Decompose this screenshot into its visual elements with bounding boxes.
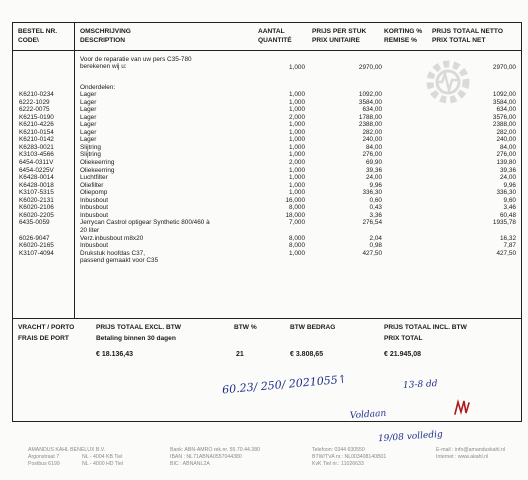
- item-unit-price: 282,00: [362, 128, 382, 136]
- item-quantity: 8,000: [289, 204, 305, 212]
- item-total: 3576,00: [492, 113, 516, 121]
- item-quantity: 7,000: [289, 219, 305, 227]
- item-quantity: 1,000: [289, 189, 305, 197]
- item-total: 3584,00: [492, 98, 516, 106]
- item-description: Luchtfilter: [80, 174, 108, 182]
- item-description: Oliepomp: [80, 189, 108, 197]
- item-description: Oliekeerring: [80, 166, 115, 174]
- item-quantity: 16,000: [285, 196, 305, 204]
- item-total: 139,80: [496, 159, 516, 166]
- item-description: Lager: [80, 98, 97, 106]
- handwritten-date: 13-8 dd: [402, 379, 438, 391]
- item-total: 427,50: [496, 249, 516, 257]
- item-unit-price: 84,00: [366, 143, 382, 151]
- intro-row: [0, 64, 528, 72]
- item-quantity: 2,000: [289, 159, 305, 166]
- item-quantity: 1,000: [289, 151, 305, 159]
- item-code: K6210-0234: [19, 91, 54, 98]
- item-description: Verz.inbusbout m8x20: [80, 234, 144, 242]
- item-code: 6435-0059: [19, 219, 50, 227]
- item-description-continued: 20 liter: [80, 226, 100, 234]
- item-unit-price: 0,43: [369, 204, 382, 212]
- footer-company: AMANDUS KAHL BENELUX B.V. Argonstraat 7 Postbus 6199: [28, 447, 106, 467]
- payment-terms: Betaling binnen 30 dagen: [96, 335, 176, 342]
- intro-qty: 1,000: [289, 64, 305, 71]
- item-quantity: 1,000: [289, 166, 305, 174]
- total-incl-label-fr: PRIX TOTAL: [384, 335, 423, 342]
- item-description: Oliekeerring: [80, 159, 115, 166]
- item-unit-price: 39,36: [366, 166, 382, 174]
- item-total: 24,00: [500, 174, 516, 182]
- item-total: 7,87: [503, 242, 516, 249]
- item-description: Inbusbout: [80, 196, 109, 204]
- item-code: K3107-5315: [19, 189, 54, 197]
- item-code: 6222-1029: [19, 98, 50, 106]
- footer-phone: Telefoon: 0344 630550 BTW/TVA nr.: NL003408140B01 KvK Tiel nr.: 11026633: [312, 447, 387, 467]
- handwritten-reference: 60.23/ 250/ 2021055↑: [221, 372, 348, 397]
- freight-label-fr: FRAIS DE PORT: [18, 335, 69, 342]
- item-code: K6020-2106: [19, 204, 54, 212]
- btw-amount-label: BTW BEDRAG: [290, 324, 336, 331]
- header-code: BESTEL NR. CODE\: [18, 28, 58, 44]
- item-code: 6222-0075: [19, 106, 50, 114]
- item-code: K6210-0142: [19, 136, 54, 144]
- item-description: Inbusbout: [80, 242, 109, 249]
- item-code: 6026-9047: [19, 234, 50, 242]
- item-total: 240,00: [496, 136, 516, 144]
- intro-total: 2970,00: [492, 64, 516, 71]
- footer-web: E-mail : info@amanduskahl.nl Internet : www.akahl.nl: [436, 447, 505, 460]
- footer-bank: Bank: ABN-AMRO rek.nr. 55.70.44.380 IBAN : NL71ABNA0557044380 BIC : ABNANL2A: [170, 447, 260, 467]
- item-description: Drukstuk hoofdas C37,: [80, 249, 146, 257]
- item-code: 6454-0311V: [19, 159, 54, 166]
- item-unit-price: 0,60: [369, 196, 382, 204]
- item-unit-price: 0,98: [369, 242, 382, 249]
- item-code: K3107-4094: [19, 249, 54, 257]
- header-discount: KORTING % REMISE %: [384, 28, 423, 44]
- item-description: Inbusbout: [80, 204, 109, 212]
- item-description: Lager: [80, 106, 97, 114]
- item-total: 9,96: [503, 181, 516, 189]
- item-total: 16,32: [500, 234, 516, 242]
- item-description-continued: passend gemaakt voor C35: [80, 257, 159, 265]
- total-excl-value: € 18.136,43: [96, 351, 133, 358]
- line-item-continuation: [0, 257, 528, 265]
- item-description: Jerrycan Castrol optigear Synthetic 800/460 à: [80, 219, 210, 227]
- item-total: 9,60: [503, 196, 516, 204]
- btw-percent-label: BTW %: [234, 324, 257, 331]
- item-description: Lager: [80, 121, 97, 129]
- item-total: 634,00: [496, 106, 516, 114]
- item-description: Oliefilter: [80, 181, 104, 189]
- btw-amount-value: € 3.808,65: [290, 351, 324, 358]
- total-incl-value: € 21.945,08: [384, 351, 421, 358]
- item-quantity: 1,000: [289, 143, 305, 151]
- item-unit-price: 240,00: [362, 136, 382, 144]
- item-unit-price: 3,36: [369, 211, 382, 219]
- header-total-net: PRIJS TOTAAL NETTO PRIX TOTAL NET: [432, 28, 503, 44]
- item-quantity: 1,000: [289, 181, 305, 189]
- item-code: 6454-0225V: [19, 166, 54, 174]
- item-unit-price: 2388,00: [358, 121, 382, 129]
- item-code: K6020-2205: [19, 211, 54, 219]
- item-quantity: 1,000: [289, 106, 305, 114]
- item-quantity: 1,000: [289, 91, 305, 98]
- item-quantity: 1,000: [289, 121, 305, 129]
- item-unit-price: 1788,00: [358, 113, 382, 121]
- intro-line-1: Voor de reparatie van uw pers C35-780: [80, 56, 192, 63]
- item-description: Lager: [80, 128, 97, 136]
- item-quantity: 1,000: [289, 136, 305, 144]
- item-quantity: 1,000: [289, 98, 305, 106]
- item-unit-price: 1092,00: [358, 91, 382, 98]
- item-description: Lager: [80, 136, 97, 144]
- item-total: 1092,00: [492, 91, 516, 98]
- header-divider: [12, 50, 522, 51]
- item-unit-price: 2,04: [369, 234, 382, 242]
- item-code: K6020-2131: [19, 196, 54, 204]
- freight-label: VRACHT / PORTO: [18, 324, 75, 331]
- handwritten-initial-signature: [452, 398, 472, 418]
- item-unit-price: 634,00: [362, 106, 382, 114]
- intro-line-2: berekenen wij u:: [80, 63, 127, 70]
- item-unit-price: 427,50: [362, 249, 382, 257]
- item-unit-price: 3584,00: [358, 98, 382, 106]
- item-description: Lager: [80, 91, 97, 98]
- item-code: K6428-0014: [19, 174, 54, 182]
- item-code: K6215-0190: [19, 113, 54, 121]
- item-code: K6020-2165: [19, 242, 54, 249]
- item-code: K6210-0154: [19, 128, 54, 136]
- item-code: K6428-0018: [19, 181, 54, 189]
- item-description: Inbusbout: [80, 211, 109, 219]
- item-quantity: 18,000: [285, 211, 305, 219]
- item-total: 276,00: [496, 151, 516, 159]
- item-total: 84,00: [500, 143, 516, 151]
- header-quantity: AANTAL QUANTITÉ: [258, 28, 292, 44]
- item-code: K6283-0021: [19, 143, 54, 151]
- item-unit-price: 336,30: [362, 189, 382, 197]
- item-description: Slijtring: [80, 151, 101, 159]
- item-total: 60,48: [500, 211, 516, 219]
- item-code: K6210-4226: [19, 121, 54, 129]
- item-total: 282,00: [496, 128, 516, 136]
- item-quantity: 8,000: [289, 234, 305, 242]
- totals-divider: [12, 318, 522, 319]
- item-quantity: 1,000: [289, 128, 305, 136]
- item-total: 39,36: [500, 166, 516, 174]
- item-description: Slijtring: [80, 143, 101, 151]
- item-total: 2388,00: [492, 121, 516, 129]
- item-unit-price: 9,96: [369, 181, 382, 189]
- section-label: Onderdelen:: [80, 84, 116, 91]
- item-quantity: 1,000: [289, 249, 305, 257]
- item-quantity: 8,000: [289, 242, 305, 249]
- btw-percent-value: 21: [236, 351, 244, 358]
- item-code: K3103-4566: [19, 151, 54, 159]
- item-unit-price: 276,54: [362, 219, 382, 227]
- footer-city: NL - 4004 KB Tiel NL - 4000 HD Tiel: [82, 454, 124, 467]
- total-incl-label: PRIJS TOTAAL INCL. BTW: [384, 324, 467, 331]
- item-total: 1935,78: [492, 219, 516, 227]
- total-excl-label: PRIJS TOTAAL EXCL. BTW: [96, 324, 181, 331]
- header-description: OMSCHRIJVING DESCRIPTION: [80, 28, 131, 44]
- item-description: Lager: [80, 113, 97, 121]
- handwritten-complete: 19/08 volledig: [377, 429, 444, 445]
- item-unit-price: 24,00: [366, 174, 382, 182]
- intro-price: 2970,00: [358, 64, 382, 71]
- item-quantity: 1,000: [289, 174, 305, 182]
- handwritten-paid: Voldaan: [349, 408, 387, 422]
- item-unit-price: 69,90: [366, 159, 382, 166]
- item-unit-price: 276,00: [362, 151, 382, 159]
- header-unit-price: PRIJS PER STUK PRIX UNITAIRE: [312, 28, 367, 44]
- item-total: 336,30: [496, 189, 516, 197]
- item-quantity: 2,000: [289, 113, 305, 121]
- item-total: 3,46: [503, 204, 516, 212]
